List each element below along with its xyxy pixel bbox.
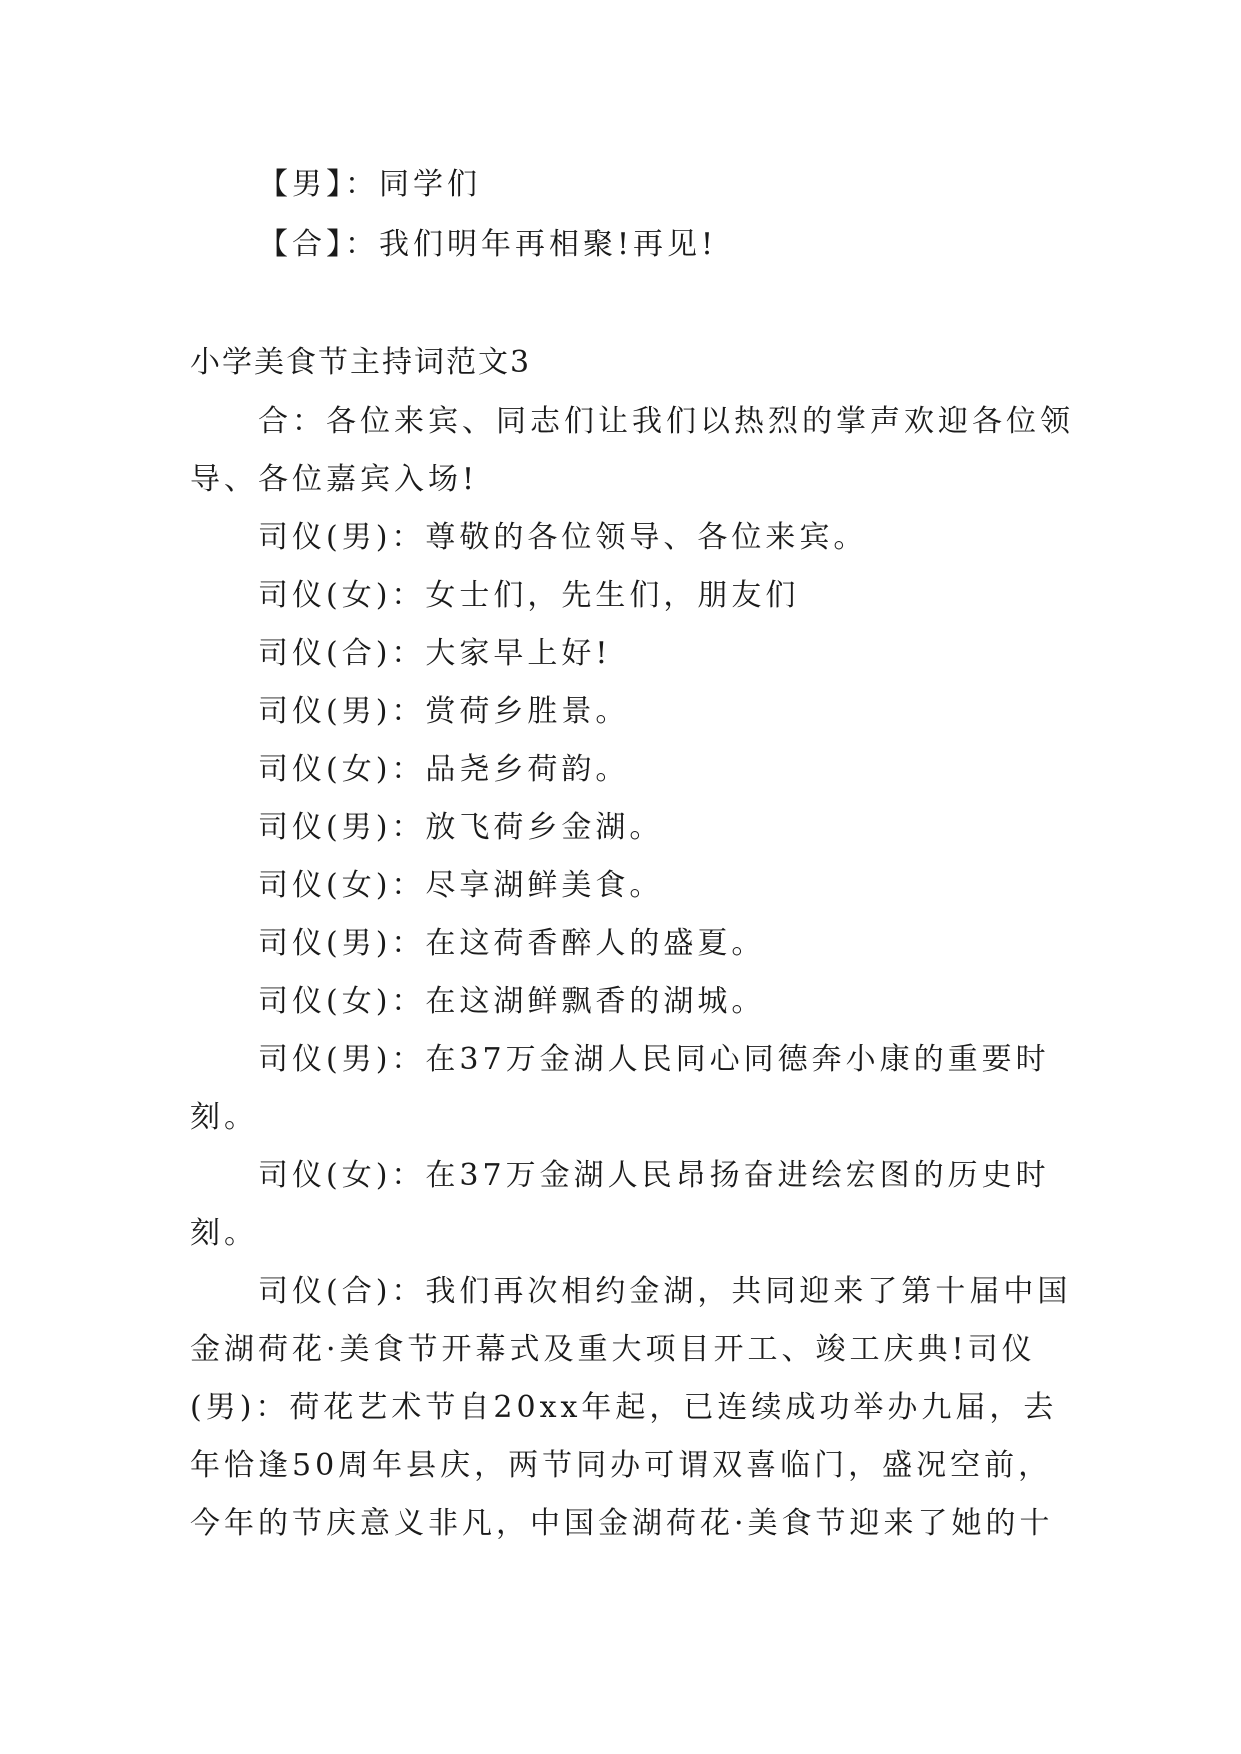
section-title: 小学美食节主持词范文3 bbox=[190, 345, 532, 380]
paragraph-line: 合：各位来宾、同志们让我们以热烈的掌声欢迎各位领 bbox=[258, 404, 1074, 439]
paragraph-line: (男)：荷花艺术节自20xx年起，已连续成功举办九届，去 bbox=[190, 1390, 1058, 1425]
dialogue-line: 司仪(女)：在这湖鲜飘香的湖城。 bbox=[258, 984, 766, 1019]
dialogue-line: 司仪(男)：尊敬的各位领导、各位来宾。 bbox=[258, 520, 868, 555]
paragraph-line: 年恰逢50周年县庆，两节同办可谓双喜临门，盛况空前， bbox=[190, 1448, 1053, 1483]
dialogue-line: 司仪(女)：尽享湖鲜美食。 bbox=[258, 868, 664, 903]
dialogue-line: 司仪(男)：赏荷乡胜景。 bbox=[258, 694, 630, 729]
dialogue-line: 司仪(女)：女士们，先生们，朋友们 bbox=[258, 578, 800, 613]
dialogue-line: 【男】：同学们 bbox=[258, 167, 481, 202]
dialogue-line: 司仪(男)：放飞荷乡金湖。 bbox=[258, 810, 664, 845]
dialogue-line: 司仪(女)：在37万金湖人民昂扬奋进绘宏图的历史时 bbox=[258, 1158, 1050, 1193]
dialogue-line: 【合】：我们明年再相聚!再见! bbox=[258, 227, 718, 262]
dialogue-line: 司仪(合)：我们再次相约金湖，共同迎来了第十届中国 bbox=[258, 1274, 1072, 1309]
dialogue-line: 司仪(合)：大家早上好! bbox=[258, 636, 612, 671]
paragraph-line: 刻。 bbox=[190, 1100, 258, 1135]
dialogue-line: 司仪(男)：在37万金湖人民同心同德奔小康的重要时 bbox=[258, 1042, 1050, 1077]
paragraph-line: 导、各位嘉宾入场! bbox=[190, 462, 479, 497]
dialogue-line: 司仪(男)：在这荷香醉人的盛夏。 bbox=[258, 926, 766, 961]
dialogue-line: 司仪(女)：品尧乡荷韵。 bbox=[258, 752, 630, 787]
paragraph-line: 刻。 bbox=[190, 1216, 258, 1251]
paragraph-line: 金湖荷花·美食节开幕式及重大项目开工、竣工庆典!司仪 bbox=[190, 1332, 1036, 1367]
paragraph-line: 今年的节庆意义非凡，中国金湖荷花·美食节迎来了她的十 bbox=[190, 1506, 1054, 1541]
